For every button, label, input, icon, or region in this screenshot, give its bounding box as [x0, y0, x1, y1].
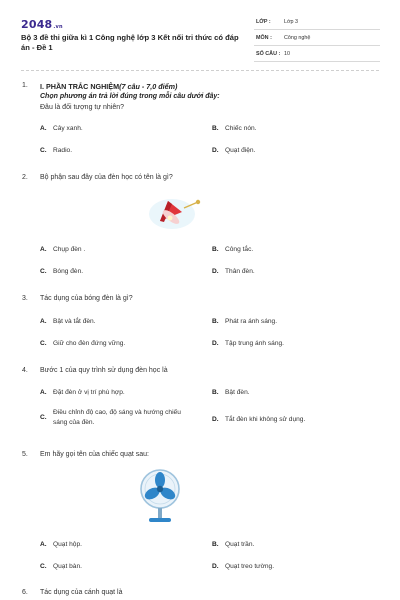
option-text: Chiếc nón.: [225, 125, 257, 132]
answer-option[interactable]: [40, 246, 85, 253]
option-letter: A.: [40, 318, 47, 325]
question-number: 5.: [22, 451, 28, 458]
option-text: Quạt hộp.: [53, 541, 82, 548]
answer-option[interactable]: [212, 416, 305, 423]
option-text: Đặt đèn ở vị trí phù hợp.: [53, 389, 125, 396]
answer-option[interactable]: [40, 147, 72, 154]
section-instruction: Chọn phương án trả lời đúng trong mỗi câu dưới đây:: [40, 93, 220, 100]
lamp-shade-image: [146, 194, 204, 232]
option-text: Công tắc.: [225, 246, 254, 253]
option-text: Cây xanh.: [53, 125, 83, 132]
option-letter: C.: [40, 147, 47, 154]
option-letter: C.: [40, 414, 47, 421]
option-letter: A.: [40, 125, 47, 132]
option-letter: D.: [212, 340, 219, 347]
option-text: Giữ cho đèn đứng vững.: [53, 340, 126, 347]
option-letter: C.: [40, 340, 47, 347]
question-number: 6.: [22, 589, 28, 596]
answer-option[interactable]: [40, 408, 190, 428]
answer-option[interactable]: [212, 563, 274, 570]
option-letter: B.: [212, 389, 219, 396]
question-number: 4.: [22, 367, 28, 374]
answer-option[interactable]: [40, 541, 82, 548]
option-text: Quạt treo tường.: [225, 563, 275, 570]
option-text: Quạt trần.: [225, 541, 255, 548]
meta-key: SỐ CÂU :: [256, 51, 281, 57]
option-text: Quạt bàn.: [53, 563, 82, 570]
option-text: Tắt đèn khi không sử dụng.: [225, 416, 306, 423]
option-text: Bóng đèn.: [53, 268, 84, 275]
question-text: Tác dụng của bóng đèn là gì?: [40, 295, 133, 302]
option-letter: C.: [40, 563, 47, 570]
meta-key: LỚP :: [256, 19, 271, 25]
logo-text: 2048: [21, 18, 53, 31]
section-title: I. PHẦN TRẮC NGHIỆM: [40, 82, 120, 91]
section-heading: [40, 82, 177, 91]
document-title: Bộ 3 đề thi giữa kì 1 Công nghệ lớp 3 Kết nối tri thức có đáp án - Đề 1: [21, 33, 239, 52]
question-number: 3.: [22, 295, 28, 302]
option-letter: D.: [212, 147, 219, 154]
option-letter: B.: [212, 318, 219, 325]
meta-value: 10: [284, 51, 290, 57]
answer-option[interactable]: [40, 268, 83, 275]
answer-option[interactable]: [212, 318, 277, 325]
option-text: Điều chỉnh độ cao, độ sáng và hướng chiếu sáng của đèn.: [53, 409, 181, 426]
question-text: Em hãy gọi tên của chiếc quạt sau:: [40, 451, 149, 458]
option-text: Chụp đèn .: [53, 246, 86, 253]
option-letter: A.: [40, 246, 47, 253]
question-text: Bộ phận sau đây của đèn học có tên là gì?: [40, 174, 173, 181]
question-text: Bước 1 của quy trình sử dụng đèn học là: [40, 367, 168, 374]
desk-fan-image: [137, 468, 183, 526]
answer-option[interactable]: [212, 389, 250, 396]
option-text: Radio.: [53, 147, 73, 154]
option-text: Bật đèn.: [225, 389, 250, 396]
option-letter: B.: [212, 246, 219, 253]
option-text: Thân đèn.: [225, 268, 255, 275]
answer-option[interactable]: [212, 147, 255, 154]
answer-option[interactable]: [40, 125, 83, 132]
option-text: Quạt điện.: [225, 147, 256, 154]
logo-tld: .vn: [53, 24, 63, 30]
meta-value: Lớp 3: [284, 19, 299, 25]
option-letter: D.: [212, 268, 219, 275]
option-letter: D.: [212, 416, 219, 423]
option-text: Tập trung ánh sáng.: [225, 340, 285, 347]
answer-option[interactable]: [212, 541, 254, 548]
option-text: Phát ra ánh sáng.: [225, 318, 278, 325]
answer-option[interactable]: [40, 563, 82, 570]
answer-option[interactable]: [212, 268, 255, 275]
answer-option[interactable]: [40, 340, 125, 347]
answer-option[interactable]: [212, 125, 257, 132]
question-text: Đâu là đối tượng tự nhiên?: [40, 104, 125, 111]
question-number: 1.: [22, 82, 28, 89]
answer-option[interactable]: [212, 246, 253, 253]
answer-option[interactable]: [40, 318, 96, 325]
option-text: Bật và tắt đèn.: [53, 318, 96, 325]
answer-option[interactable]: [40, 389, 125, 396]
option-letter: B.: [212, 541, 219, 548]
option-letter: A.: [40, 389, 47, 396]
question-text: Tác dụng của cánh quạt là: [40, 589, 123, 596]
option-letter: D.: [212, 563, 219, 570]
option-letter: A.: [40, 541, 47, 548]
answer-option[interactable]: [212, 340, 284, 347]
option-letter: B.: [212, 125, 219, 132]
question-number: 2.: [22, 174, 28, 181]
section-score: (7 câu - 7,0 điểm): [119, 82, 178, 91]
meta-key: MÔN :: [256, 35, 272, 41]
meta-value: Công nghệ: [284, 35, 311, 41]
option-letter: C.: [40, 268, 47, 275]
